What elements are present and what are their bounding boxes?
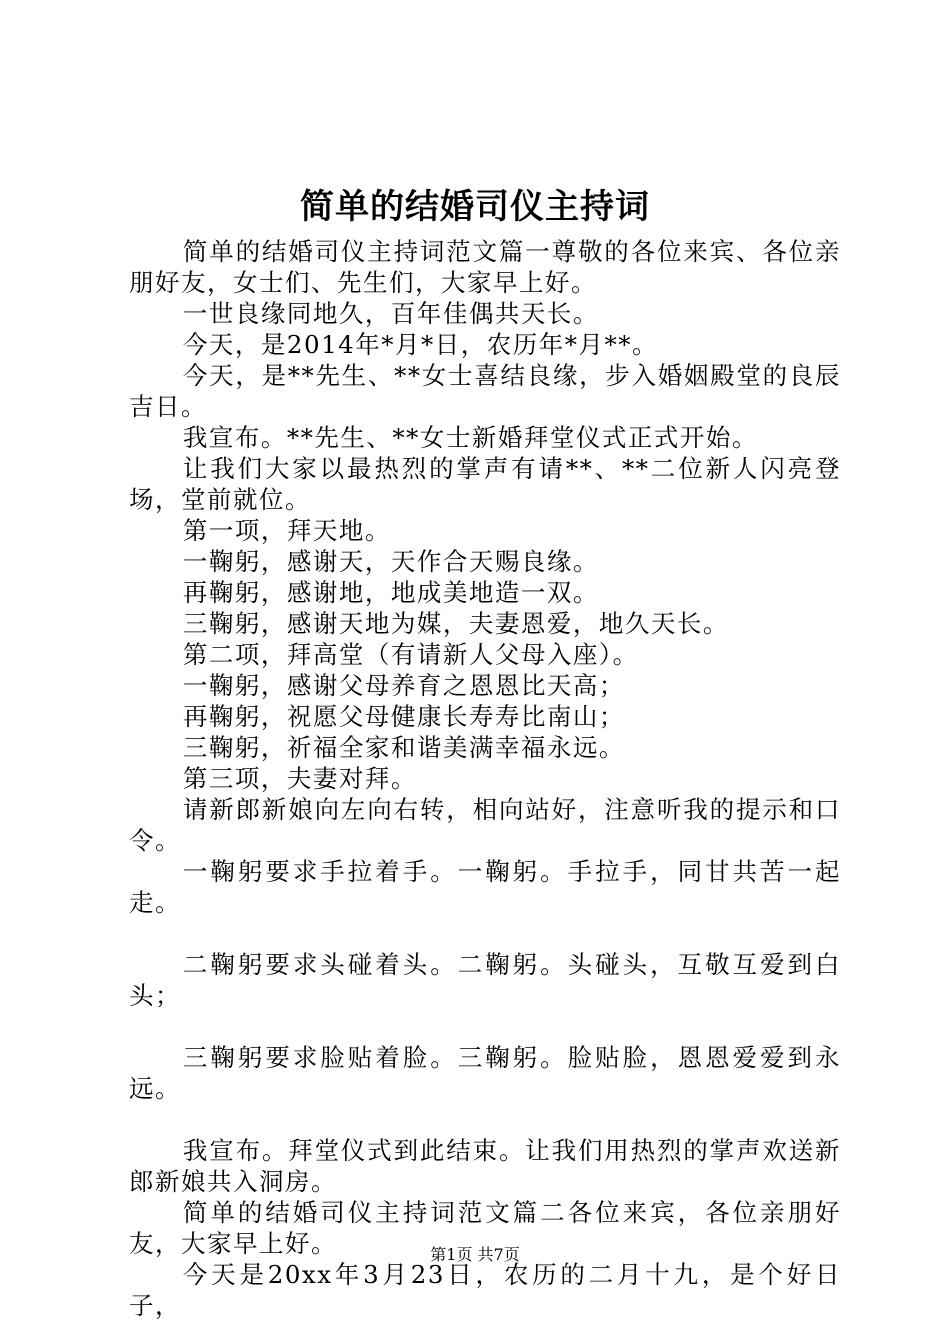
paragraph: 简单的结婚司仪主持词范文篇二各位来宾，各位亲朋好友，大家早上好。	[129, 1198, 841, 1258]
paragraph: 三鞠躬，感谢天地为媒，夫妻恩爱，地久天长。	[182, 609, 729, 638]
paragraph: 一鞠躬，感谢父母养育之恩恩比天高；	[182, 671, 625, 700]
paragraph: 我宣布。**先生、**女士新婚拜堂仪式正式开始。	[182, 423, 758, 452]
paragraph: 一世良缘同地久，百年佳偶共天长。	[182, 299, 599, 328]
paragraph: 再鞠躬，感谢地，地成美地造一双。	[182, 578, 599, 607]
document-title: 简单的结婚司仪主持词	[300, 187, 650, 227]
paragraph: 二鞠躬要求头碰着头。二鞠躬。头碰头，互敬互爱到白头；	[129, 950, 841, 1010]
document-body	[129, 236, 841, 1321]
paragraph: 今天，是2014年*月*日，农历年*月**。	[182, 330, 658, 359]
paragraph: 第三项，夫妻对拜。	[182, 764, 417, 793]
paragraph: 简单的结婚司仪主持词范文篇一尊敬的各位来宾、各位亲朋好友，女士们、先生们，大家早上好。	[129, 237, 841, 297]
paragraph: 再鞠躬，祝愿父母健康长寿寿比南山；	[182, 702, 625, 731]
paragraph: 请新郎新娘向左向右转，相向站好，注意听我的提示和口令。	[129, 795, 841, 855]
paragraph: 第二项，拜高堂（有请新人父母入座）。	[182, 640, 639, 669]
paragraph: 我宣布。拜堂仪式到此结束。让我们用热烈的掌声欢送新郎新娘共入洞房。	[129, 1136, 841, 1196]
paragraph: 今天是20xx年3月23日，农历的二月十九，是个好日子，	[129, 1260, 841, 1320]
paragraph: 一鞠躬，感谢天，天作合天赐良缘。	[182, 547, 599, 576]
paragraph: 今天，是**先生、**女士喜结良缘，步入婚姻殿堂的良辰吉日。	[129, 361, 841, 421]
paragraph: 三鞠躬，祈福全家和谐美满幸福永远。	[182, 733, 625, 762]
paragraph: 让我们大家以最热烈的掌声有请**、**二位新人闪亮登场，堂前就位。	[129, 454, 841, 514]
page-number: 第1页 共7页	[430, 1245, 520, 1264]
paragraph: 一鞠躬要求手拉着手。一鞠躬。手拉手，同甘共苦一起走。	[129, 857, 841, 917]
paragraph: 第一项，拜天地。	[182, 516, 391, 545]
paragraph: 三鞠躬要求脸贴着脸。三鞠躬。脸贴脸，恩恩爱爱到永远。	[129, 1043, 841, 1103]
